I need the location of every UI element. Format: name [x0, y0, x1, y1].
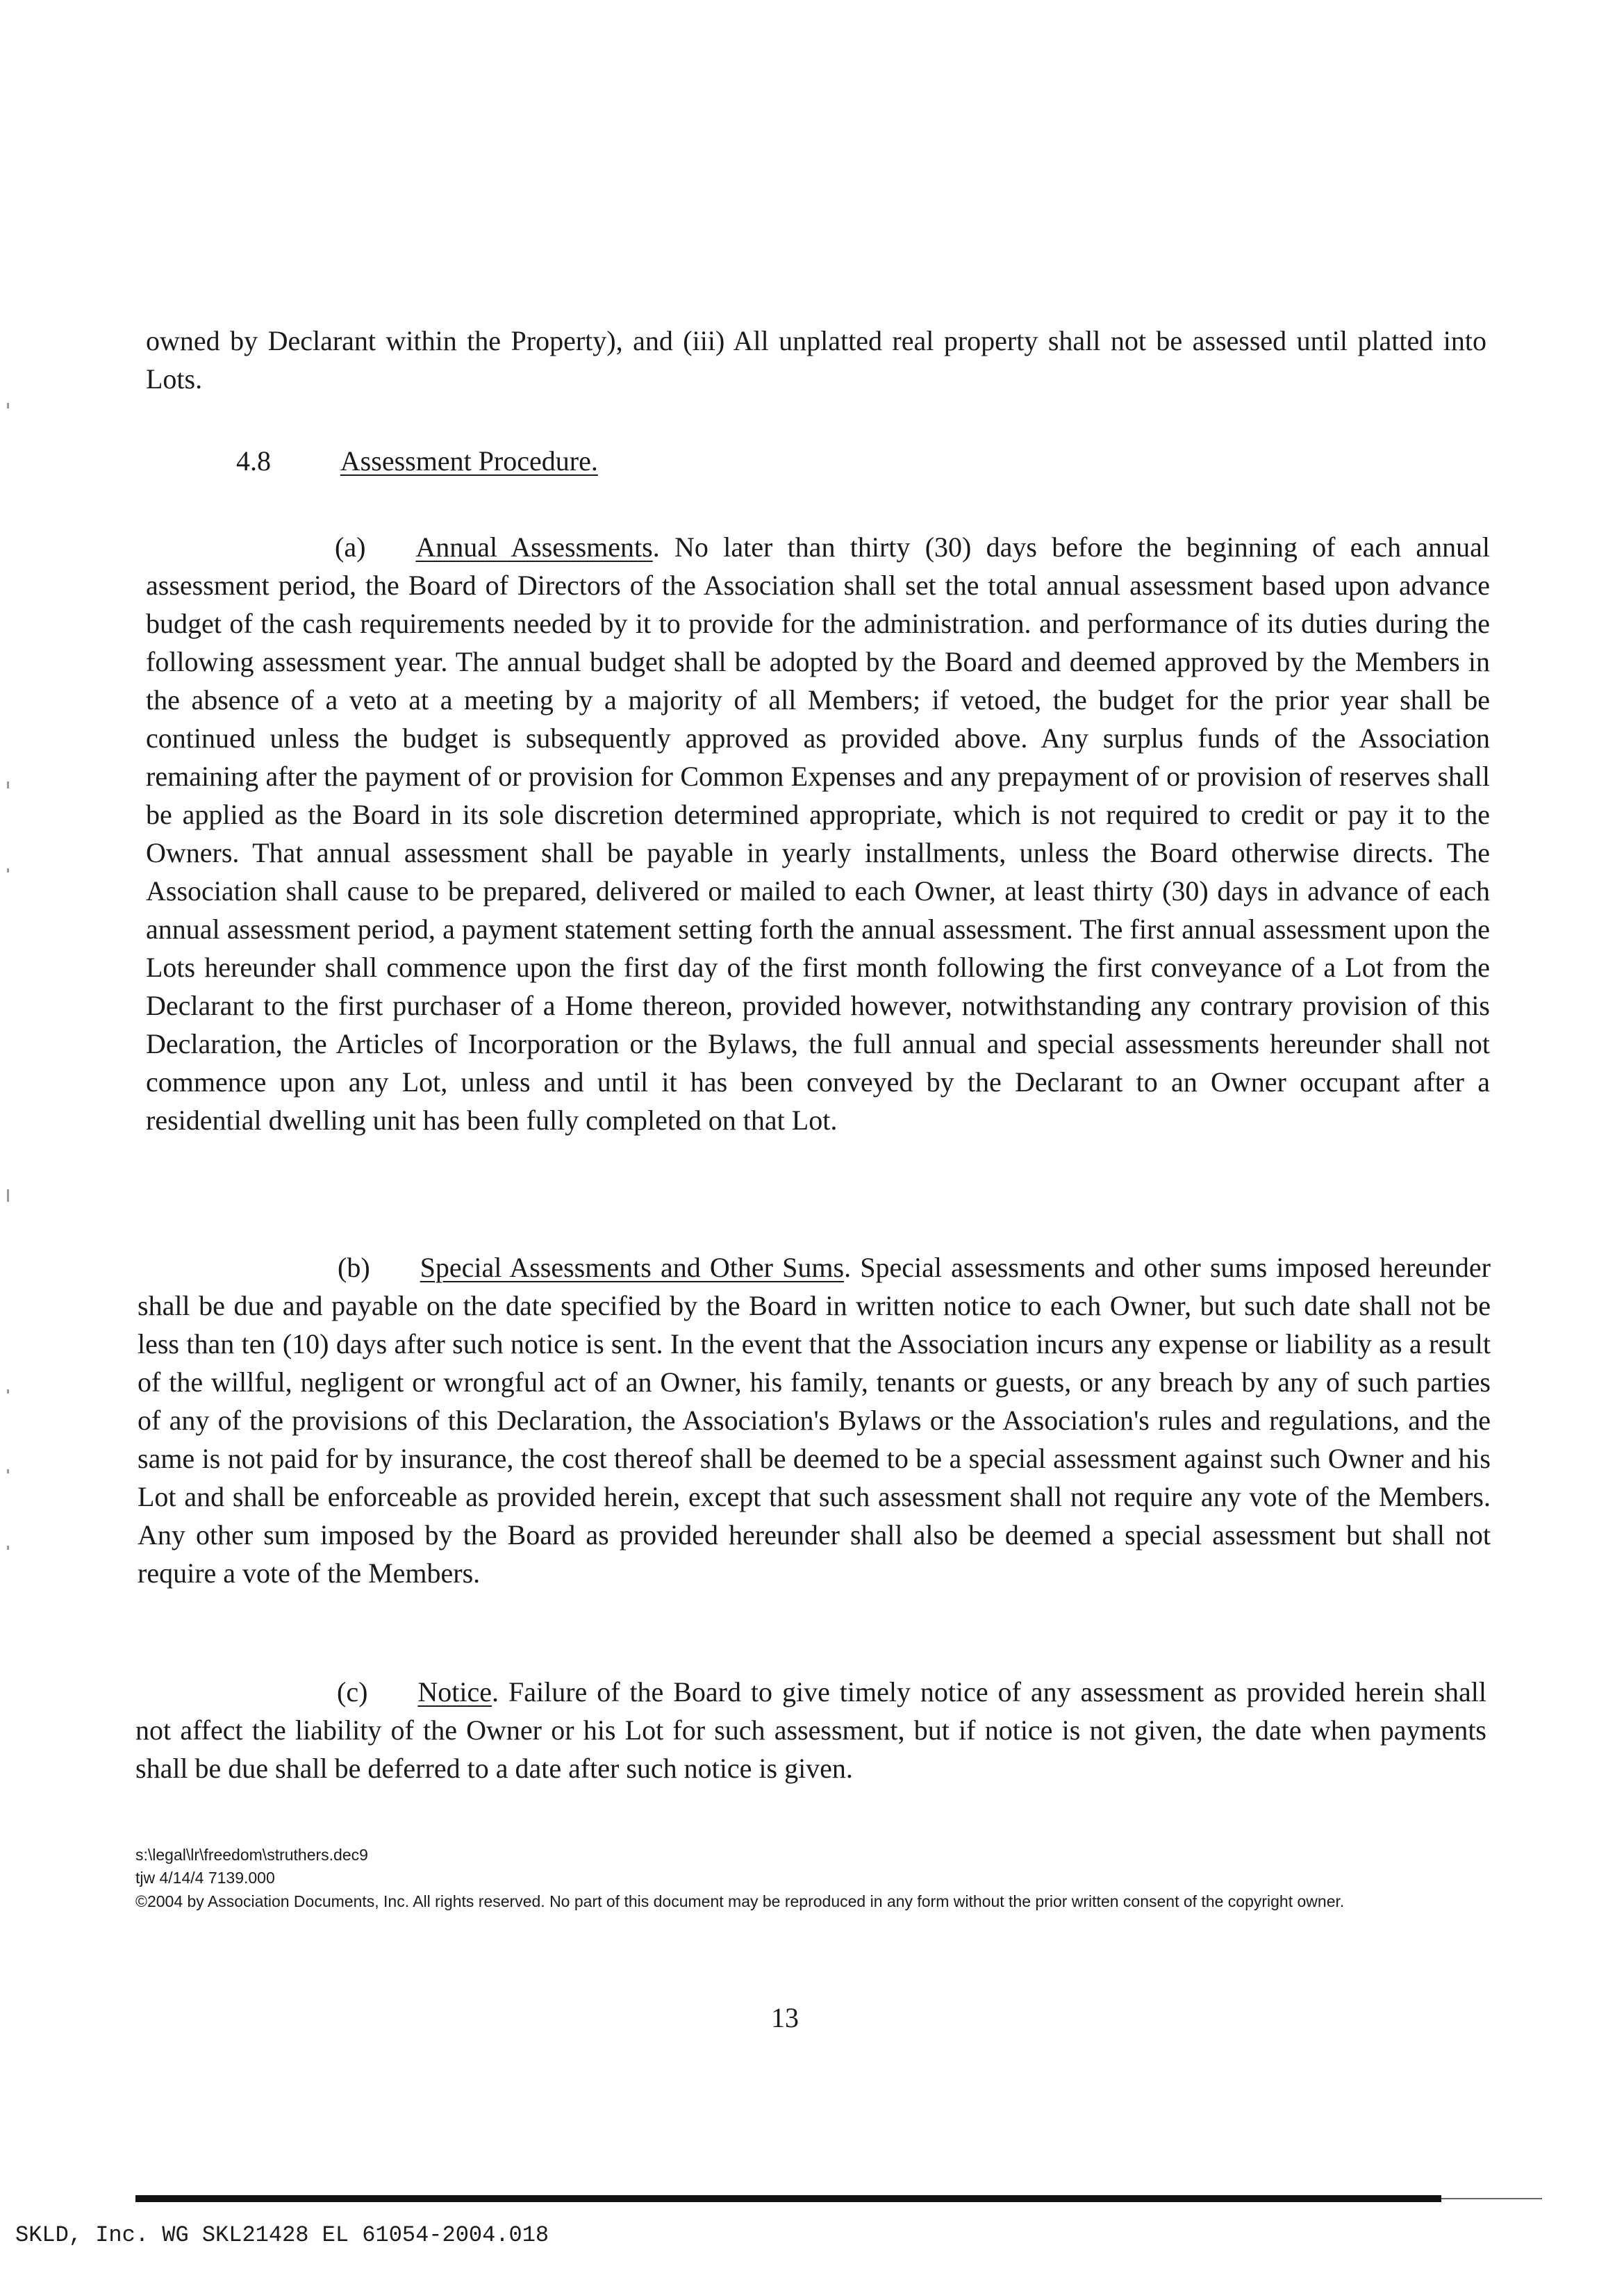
- scan-margin-mark: [7, 1469, 9, 1473]
- subsection-a: [146, 528, 1490, 1139]
- scan-margin-mark: [7, 1189, 9, 1202]
- subsection-c-label: (c): [337, 1676, 368, 1708]
- subsection-a-heading: Annual Assessments: [415, 531, 653, 563]
- section-title: Assessment Procedure.: [340, 445, 598, 477]
- subsection-c-heading: Notice: [417, 1676, 492, 1708]
- footer-document-id: SKLD, Inc. WG SKL21428 EL 61054-2004.018: [15, 2222, 549, 2248]
- scan-margin-mark: [7, 782, 9, 788]
- subsection-c-body: . Failure of the Board to give timely notice of any assessment as provided herein shall not affect the liability of the Owner or his Lot for such assessment, but if notice is not given, the date when payments shall be due shall be deferred to a date after such notice is given.: [135, 1676, 1486, 1784]
- subsection-c: [135, 1673, 1486, 1787]
- footer-rule: [135, 2195, 1441, 2202]
- section-heading: [236, 442, 1070, 480]
- copyright-notice: ©2004 by Association Documents, Inc. All rights reserved. No part of this document may be reproduced in any form without the prior written consent of the copyright owner.: [135, 1892, 1345, 1910]
- page-number: 13: [771, 2002, 799, 2033]
- section-number: 4.8: [236, 445, 271, 477]
- subsection-b-body: . Special assessments and other sums imposed hereunder shall be due and payable on the date specified by the Board in written notice to each Owner, but such date shall not be less than ten (10) days after such notice is sent. In the event that the Association incurs any expense or liability as a result of the willful, negligent or wrongful act of an Owner, his family, tenants or guests, or any breach by any of such parties of any of the provisions of this Declaration, the Association's Bylaws or the Association's rules and regulations, and the same is not paid for by insurance, the cost thereof shall be deemed to be a special assessment against such Owner and his Lot and shall be enforceable as provided herein, except that such assessment shall not require any vote of the Members. Any other sum imposed by the Board as provided hereunder shall also be deemed a special assessment but shall not require a vote of the Members.: [138, 1252, 1491, 1589]
- continuation-paragraph: owned by Declarant within the Property), and (iii) All unplatted real property shall not be assessed until platted into Lots.: [146, 325, 1486, 395]
- scan-margin-mark: [7, 1546, 9, 1550]
- scan-margin-mark: [7, 1389, 9, 1394]
- scan-margin-mark: [7, 868, 9, 873]
- subsection-b-heading: Special Assessments and Other Sums: [420, 1252, 845, 1283]
- subsection-a-body: . No later than thirty (30) days before the beginning of each annual assessment period, the Board of Directors of the Association shall set the total annual assessment based upon advance budget of the cash requirements needed by it to provide for the administration. and performance of its duties during the following assessment year. The annual budget shall be adopted by the Board and deemed approved by the Members in the absence of a veto at a meeting by a majority of all Members; if vetoed, the budget for the prior year shall be continued unless the budget is subsequently approved as provided above. Any surplus funds of the Association remaining after the payment of or provision for Common Expenses and any prepayment of or provision of reserves shall be applied as the Board in its sole discretion determined appropriate, which is not required to credit or pay it to the Owners. That annual assessment shall be payable in yearly installments, unless the Board otherwise directs. The Association shall cause to be prepared, delivered or mailed to each Owner, at least thirty (30) days in advance of each annual assessment period, a payment statement setting forth the annual assessment. The first annual assessment upon the Lots hereunder shall commence upon the first day of the first month following the first conveyance of a Lot from the Declarant to the first purchaser of a Home thereon, provided however, notwithstanding any contrary provision of this Declaration, the Articles of Incorporation or the Bylaws, the full annual and special assessments hereunder shall not commence upon any Lot, unless and until it has been conveyed by the Declarant to an Owner occupant after a residential dwelling unit has been fully completed on that Lot.: [146, 531, 1490, 1136]
- author-date-note: tjw 4/14/4 7139.000: [135, 1869, 275, 1887]
- subsection-b: [138, 1248, 1491, 1592]
- subsection-b-label: (b): [338, 1252, 370, 1283]
- subsection-a-label: (a): [335, 531, 366, 563]
- scan-margin-mark: [7, 403, 9, 408]
- footer-rule-tail: [1441, 2198, 1542, 2199]
- file-path-note: s:\legal\lr\freedom\struthers.dec9: [135, 1846, 368, 1864]
